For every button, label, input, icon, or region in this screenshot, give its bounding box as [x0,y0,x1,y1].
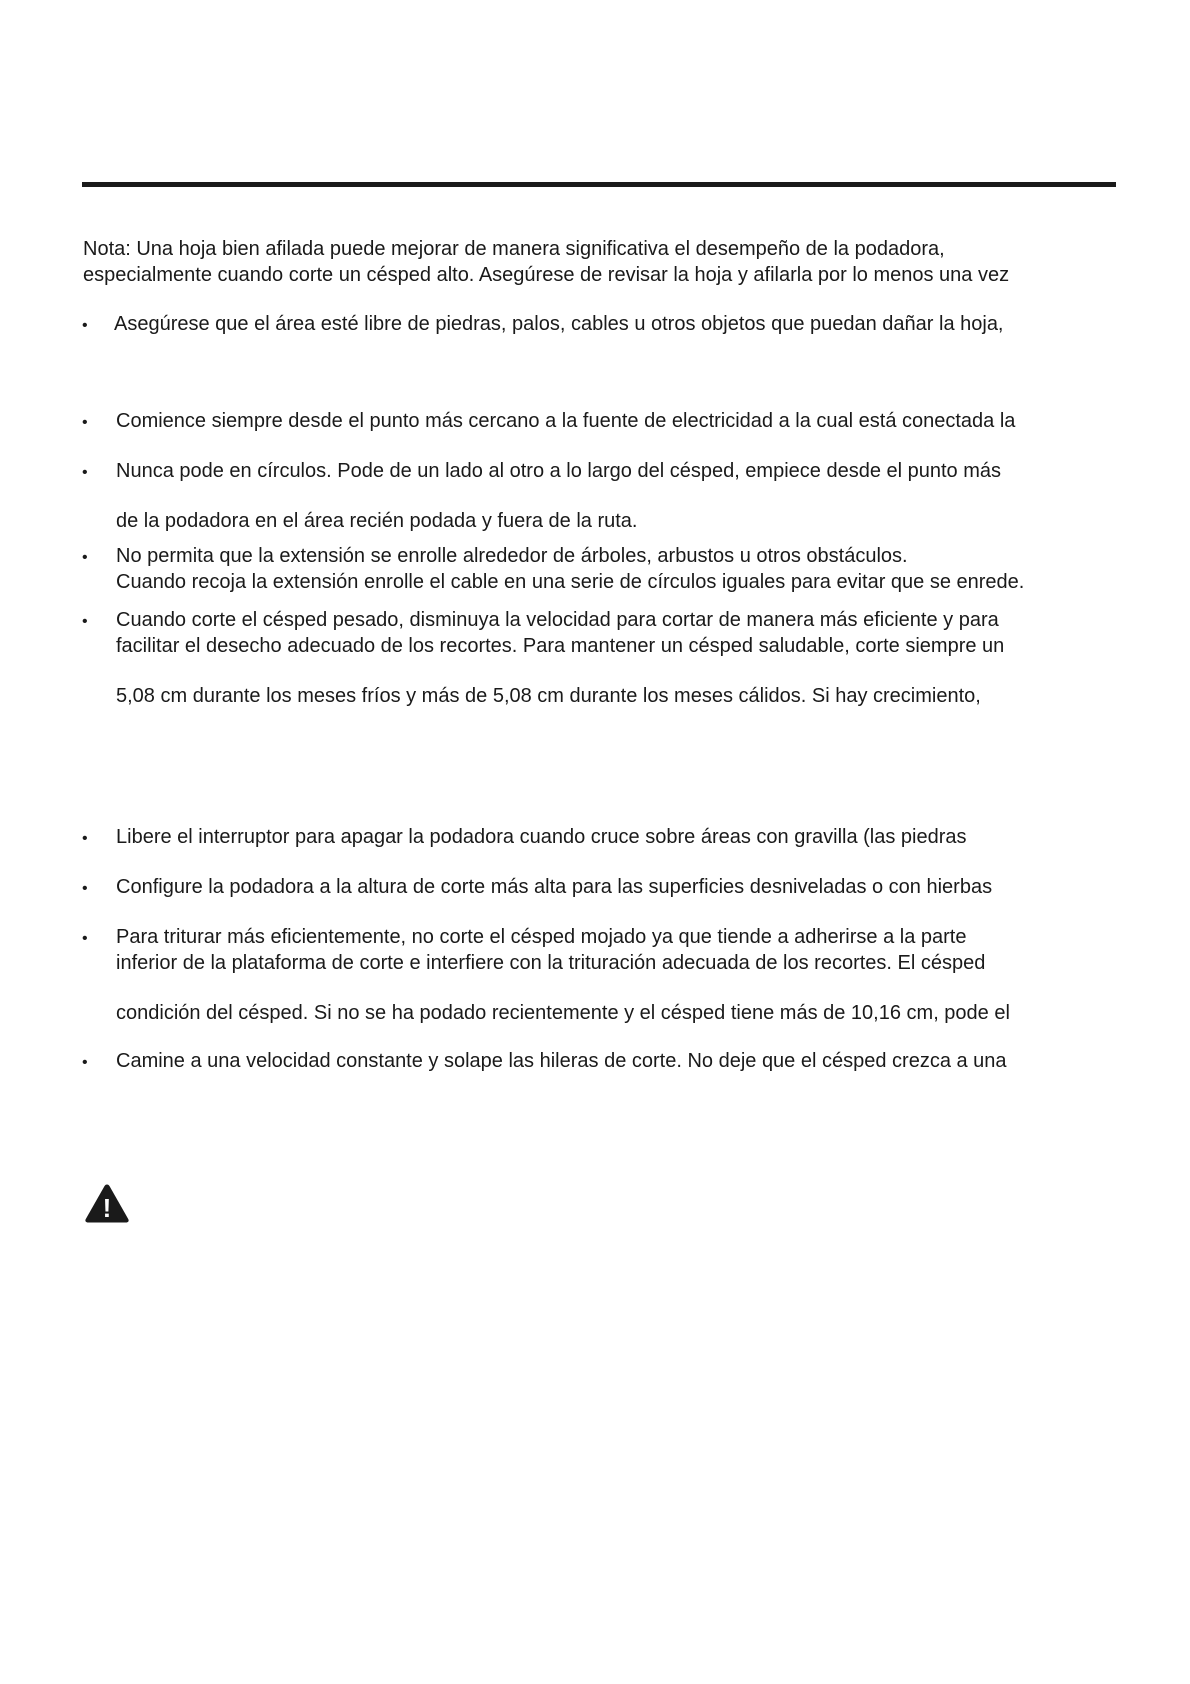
list-item-8-line-1: Para triturar más eficientemente, no corte el césped mojado ya que tiende a adherirse a la parte [116,926,967,948]
bullet-marker: • [82,880,88,897]
bullet-marker: • [82,930,88,947]
header-rule [82,182,1116,187]
list-item-5-line-2: facilitar el desecho adecuado de los recortes. Para mantener un césped saludable, corte siempre un [116,635,1005,657]
list-item-8-line-2: inferior de la plataforma de corte e interfiere con la trituración adecuada de los recortes. El césped [116,952,986,974]
list-item-4-line-2: Cuando recoja la extensión enrolle el cable en una serie de círculos iguales para evitar que se enrede. [116,571,1025,593]
bullet-marker: • [82,464,88,481]
bullet-marker: • [82,830,88,847]
list-item-7-line-1: Configure la podadora a la altura de corte más alta para las superficies desniveladas o con hierbas [116,876,993,898]
list-item-5-line-3: 5,08 cm durante los meses fríos y más de 5,08 cm durante los meses cálidos. Si hay crecimiento, [116,685,981,707]
bullet-marker: • [82,1054,88,1071]
bullet-marker: • [82,613,88,630]
note-line-1: Nota: Una hoja bien afilada puede mejorar de manera significativa el desempeño de la podadora, [83,238,945,260]
bullet-marker: • [82,549,88,566]
list-item-5-line-1: Cuando corte el césped pesado, disminuya la velocidad para cortar de manera más eficiente y para [116,609,999,631]
bullet-marker: • [82,414,88,431]
list-item-2-line-1: Comience siempre desde el punto más cercano a la fuente de electricidad a la cual está conectada la [116,410,1016,432]
warning-triangle-icon [84,1183,130,1224]
note-line-2: especialmente cuando corte un césped alto. Asegúrese de revisar la hoja y afilarla por lo menos una vez [83,264,1010,286]
warning-symbol: ! [102,1193,112,1223]
list-item-6-line-1: Libere el interruptor para apagar la podadora cuando cruce sobre áreas con gravilla (las piedras [116,826,967,848]
bullet-marker: • [82,317,88,334]
list-item-4-line-1: No permita que la extensión se enrolle alrededor de árboles, arbustos u otros obstáculos. [116,545,908,567]
list-item-3-line-1: Nunca pode en círculos. Pode de un lado al otro a lo largo del césped, empiece desde el punto más [116,460,1002,482]
list-item-1-line-1: Asegúrese que el área esté libre de piedras, palos, cables u otros objetos que puedan dañar la hoja, [114,313,1004,335]
list-item-3-line-2: de la podadora en el área recién podada y fuera de la ruta. [116,510,638,532]
list-item-9-line-1: Camine a una velocidad constante y solape las hileras de corte. No deje que el césped crezca a una [116,1050,1007,1072]
list-item-8-line-3: condición del césped. Si no se ha podado recientemente y el césped tiene más de 10,16 cm, pode el [116,1002,1010,1024]
